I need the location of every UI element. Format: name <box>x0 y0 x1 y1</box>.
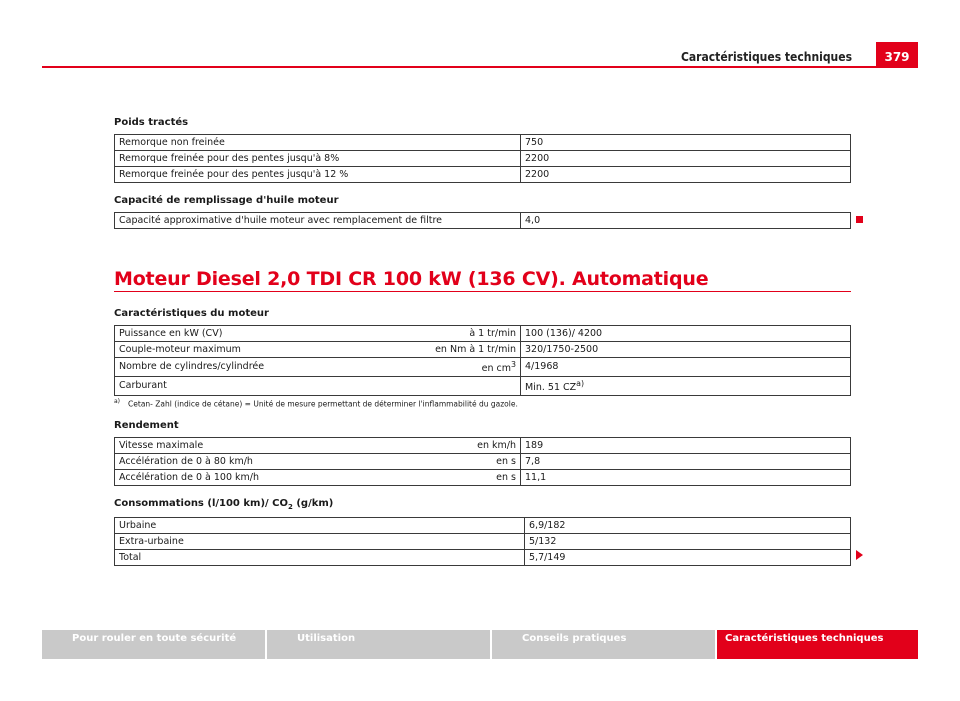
row-value: 2200 <box>521 151 851 167</box>
oil-table <box>114 212 851 229</box>
running-header-title: Caractéristiques techniques <box>680 50 852 64</box>
header-rule <box>42 66 918 68</box>
row-value: 100 (136)/ 4200 <box>521 326 851 342</box>
row-value: 5/132 <box>525 534 851 550</box>
row-label: Couple-moteur maximum <box>115 342 345 358</box>
row-value: 6,9/182 <box>525 518 851 534</box>
row-unit: en km/h <box>345 438 521 454</box>
row-label: Vitesse maximale <box>115 438 345 454</box>
row-unit <box>345 377 521 396</box>
engine-table <box>114 325 851 396</box>
oil-heading: Capacité de remplissage d'huile moteur <box>114 195 339 206</box>
performance-table <box>114 437 851 486</box>
section-end-marker <box>856 216 863 223</box>
row-label: Total <box>115 550 525 566</box>
row-value: Min. 51 CZ <box>525 382 577 394</box>
footer-nav <box>42 630 918 659</box>
row-unit: en cm <box>481 363 511 375</box>
consumption-heading-text: Consommations (l/100 km)/ CO <box>114 498 288 509</box>
row-label: Capacité approximative d'huile moteur avec remplacement de filtre <box>115 213 521 229</box>
continue-arrow-icon <box>856 550 863 560</box>
table-row <box>115 358 851 377</box>
consumption-table <box>114 517 851 566</box>
consumption-heading <box>114 498 333 511</box>
table-row <box>115 454 851 470</box>
row-unit: en Nm à 1 tr/min <box>345 342 521 358</box>
tab-safety[interactable]: Pour rouler en toute sécurité <box>42 630 265 659</box>
row-value: 2200 <box>521 167 851 183</box>
engine-heading: Caractéristiques du moteur <box>114 308 269 319</box>
row-value-cell <box>521 377 851 396</box>
row-unit: en s <box>345 470 521 486</box>
row-unit: en s <box>345 454 521 470</box>
page-number: 379 <box>876 42 918 68</box>
row-unit-cell <box>345 358 521 377</box>
tab-operation[interactable]: Utilisation <box>267 630 490 659</box>
unit-superscript: 3 <box>510 360 516 369</box>
towing-table <box>114 134 851 183</box>
row-label: Carburant <box>115 377 345 396</box>
co2-subscript: 2 <box>288 503 293 511</box>
row-label: Remorque non freinée <box>115 135 521 151</box>
table-row <box>115 438 851 454</box>
row-value: 5,7/149 <box>525 550 851 566</box>
row-value: 750 <box>521 135 851 151</box>
section-title-rule <box>114 291 851 292</box>
tab-practical-tips[interactable]: Conseils pratiques <box>492 630 715 659</box>
footnote-marker: a) <box>114 398 121 405</box>
table-row <box>115 135 851 151</box>
row-value: 4/1968 <box>521 358 851 377</box>
table-row <box>115 326 851 342</box>
row-value: 4,0 <box>521 213 851 229</box>
consumption-heading-unit: (g/km) <box>292 498 334 509</box>
row-value: 320/1750-2500 <box>521 342 851 358</box>
table-row <box>115 470 851 486</box>
row-label: Remorque freinée pour des pentes jusqu'à 12 % <box>115 167 521 183</box>
table-row <box>115 342 851 358</box>
row-label: Accélération de 0 à 100 km/h <box>115 470 345 486</box>
row-label: Nombre de cylindres/cylindrée <box>115 358 345 377</box>
table-row <box>115 377 851 396</box>
footnote <box>114 398 518 409</box>
table-row <box>115 167 851 183</box>
section-title: Moteur Diesel 2,0 TDI CR 100 kW (136 CV). Automatique <box>114 268 709 290</box>
performance-heading: Rendement <box>114 420 179 431</box>
table-row <box>115 151 851 167</box>
footnote-ref: a) <box>576 379 585 389</box>
table-row <box>115 534 851 550</box>
footnote-text: Cetan- Zahl (indice de cétane) = Unité de mesure permettant de déterminer l'inflammabilité du gazole. <box>128 399 518 409</box>
row-value: 7,8 <box>521 454 851 470</box>
row-unit: à 1 tr/min <box>345 326 521 342</box>
table-row <box>115 518 851 534</box>
row-label: Puissance en kW (CV) <box>115 326 345 342</box>
row-label: Urbaine <box>115 518 525 534</box>
row-value: 11,1 <box>521 470 851 486</box>
row-value: 189 <box>521 438 851 454</box>
table-row <box>115 550 851 566</box>
row-label: Extra-urbaine <box>115 534 525 550</box>
towing-heading: Poids tractés <box>114 117 189 128</box>
tab-technical-data[interactable]: Caractéristiques techniques <box>717 630 918 659</box>
table-row <box>115 213 851 229</box>
row-label: Accélération de 0 à 80 km/h <box>115 454 345 470</box>
row-label: Remorque freinée pour des pentes jusqu'à 8% <box>115 151 521 167</box>
